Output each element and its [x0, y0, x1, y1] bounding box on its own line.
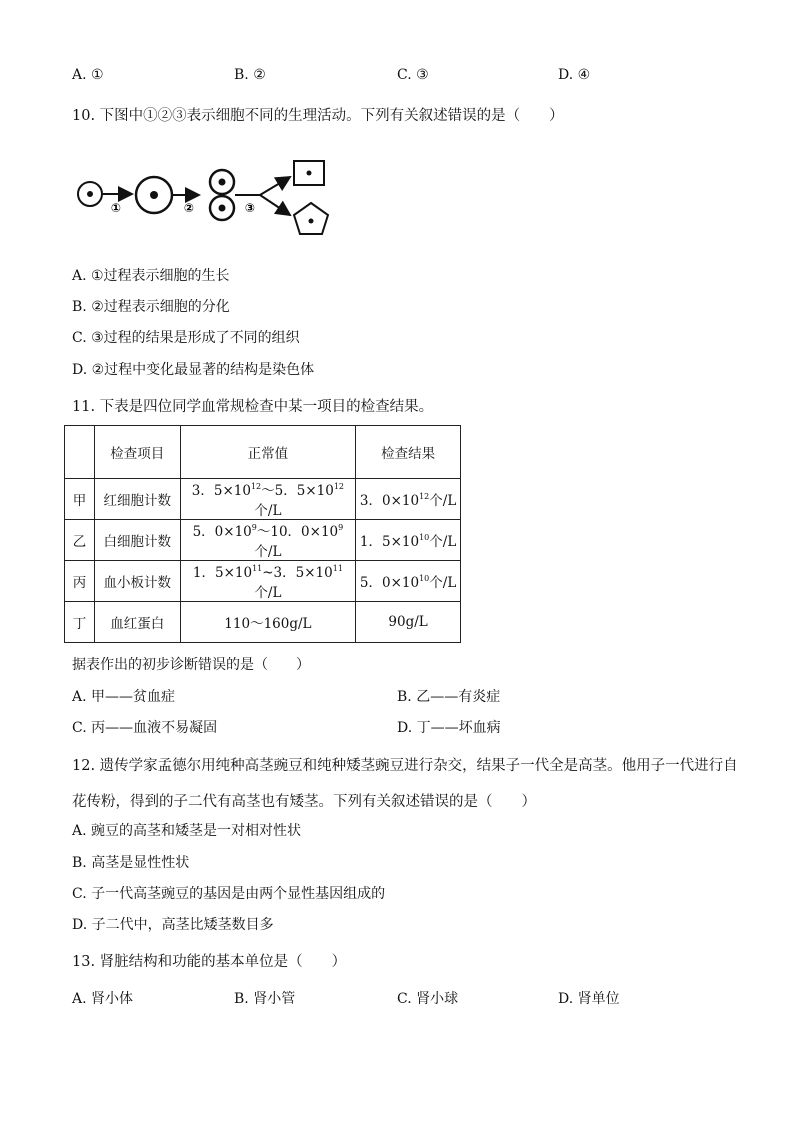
item-cell: 血红蛋白 — [94, 602, 180, 643]
normal-exp: 12 — [333, 482, 345, 491]
cell-activity-diagram — [72, 155, 342, 245]
normal-text: 3．5×10 — [191, 483, 251, 499]
q13-option-a: A. 肾小体 — [72, 991, 134, 1007]
q11-option-d: D. 丁——坏血病 — [397, 720, 501, 736]
q13-stem: 13. 肾脏结构和功能的基本单位是（ ） — [72, 954, 347, 970]
result-text: 5．0×10 — [359, 575, 420, 591]
result-exp: 10 — [419, 533, 430, 542]
blood-test-table — [64, 425, 461, 643]
divided-cells-icon — [210, 170, 234, 220]
result-unit: 个/L — [429, 575, 457, 591]
result-cell: 90g/L — [356, 602, 461, 643]
normal-cell: 110～160g/L — [180, 602, 356, 643]
normal-unit: 个/L — [254, 585, 282, 601]
student-cell: 丁 — [65, 602, 95, 643]
q10-option-b: B. ②过程表示细胞的分化 — [72, 299, 230, 315]
result-cell — [356, 520, 461, 561]
normal-exp: 11 — [252, 564, 263, 573]
result-exp: 10 — [419, 574, 430, 583]
table-row — [65, 479, 461, 520]
normal-unit: 个/L — [254, 503, 282, 519]
result-cell — [356, 561, 461, 602]
q12-stem-line1: 12. 遗传学家孟德尔用纯种高茎豌豆和纯种矮茎豌豆进行杂交，结果子一代全是高茎。他用子一代进行自 — [72, 758, 738, 774]
grown-cell-icon — [136, 177, 172, 213]
result-exp: 12 — [419, 492, 430, 501]
q10-option-a: A. ①过程表示细胞的生长 — [72, 268, 230, 284]
q12-option-d: D. 子二代中，高茎比矮茎数目多 — [72, 917, 274, 933]
pentagon-cell-icon — [294, 203, 328, 234]
table-row — [65, 520, 461, 561]
q13-option-d: D. 肾单位 — [558, 991, 620, 1007]
q11-option-b: B. 乙——有炎症 — [397, 689, 501, 705]
header-cell — [65, 426, 95, 479]
small-cell-icon — [78, 182, 102, 206]
normal-exp: 12 — [250, 482, 262, 491]
table-header-row — [65, 426, 461, 479]
student-cell: 甲 — [65, 479, 95, 520]
item-cell: 白细胞计数 — [94, 520, 180, 561]
normal-cell — [180, 561, 356, 602]
q9-option-b: B. ② — [234, 67, 266, 83]
label-1: ① — [110, 201, 122, 215]
label-3: ③ — [244, 201, 256, 215]
normal-text: ～10．0×10 — [256, 524, 339, 540]
header-cell: 检查项目 — [94, 426, 180, 479]
q13-option-b: B. 肾小管 — [234, 991, 296, 1007]
result-text: 3．0×10 — [359, 493, 420, 509]
normal-text: 5．0×10 — [192, 524, 252, 540]
q9-option-a: A. ① — [72, 67, 104, 83]
square-cell-icon — [294, 161, 324, 185]
normal-exp: 9 — [338, 523, 344, 532]
q11-after: 据表作出的初步诊断错误的是（ ） — [72, 657, 310, 673]
item-cell: 红细胞计数 — [94, 479, 180, 520]
result-cell — [356, 479, 461, 520]
table-row — [65, 602, 461, 643]
normal-exp: 9 — [251, 523, 257, 532]
student-cell: 乙 — [65, 520, 95, 561]
header-cell: 检查结果 — [356, 426, 461, 479]
q12-option-b: B. 高茎是显性性状 — [72, 855, 190, 871]
student-cell: 丙 — [65, 561, 95, 602]
label-2: ② — [183, 201, 195, 215]
q10-option-c: C. ③过程的结果是形成了不同的组织 — [72, 330, 300, 346]
table-row — [65, 561, 461, 602]
q13-option-c: C. 肾小球 — [397, 991, 459, 1007]
q11-stem: 11. 下表是四位同学血常规检查中某一项目的检查结果。 — [72, 399, 434, 415]
normal-cell — [180, 520, 356, 561]
normal-unit: 个/L — [254, 544, 282, 560]
result-text: 1．5×10 — [359, 534, 420, 550]
q12-option-a: A. 豌豆的高茎和矮茎是一对相对性状 — [72, 823, 302, 839]
q11-option-a: A. 甲——贫血症 — [72, 689, 176, 705]
q10-option-d: D. ②过程中变化最显著的结构是染色体 — [72, 362, 315, 378]
result-unit: 个/L — [429, 493, 457, 509]
result-unit: 个/L — [429, 534, 457, 550]
normal-cell — [180, 479, 356, 520]
q11-option-c: C. 丙——血液不易凝固 — [72, 720, 218, 736]
q9-option-d: D. ④ — [558, 67, 591, 83]
item-cell: 血小板计数 — [94, 561, 180, 602]
normal-exp: 11 — [332, 564, 343, 573]
q12-option-c: C. 子一代高茎豌豆的基因是由两个显性基因组成的 — [72, 886, 386, 902]
normal-text: ~3．5×10 — [262, 565, 333, 581]
q12-stem-line2: 花传粉，得到的子二代有高茎也有矮茎。下列有关叙述错误的是（ ） — [72, 794, 536, 810]
q9-option-c: C. ③ — [397, 67, 429, 83]
normal-text: 1．5×10 — [192, 565, 253, 581]
q10-stem: 10. 下图中①②③表示细胞不同的生理活动。下列有关叙述错误的是（ ） — [72, 108, 564, 124]
header-cell: 正常值 — [180, 426, 356, 479]
normal-text: ～5．5×10 — [261, 483, 334, 499]
